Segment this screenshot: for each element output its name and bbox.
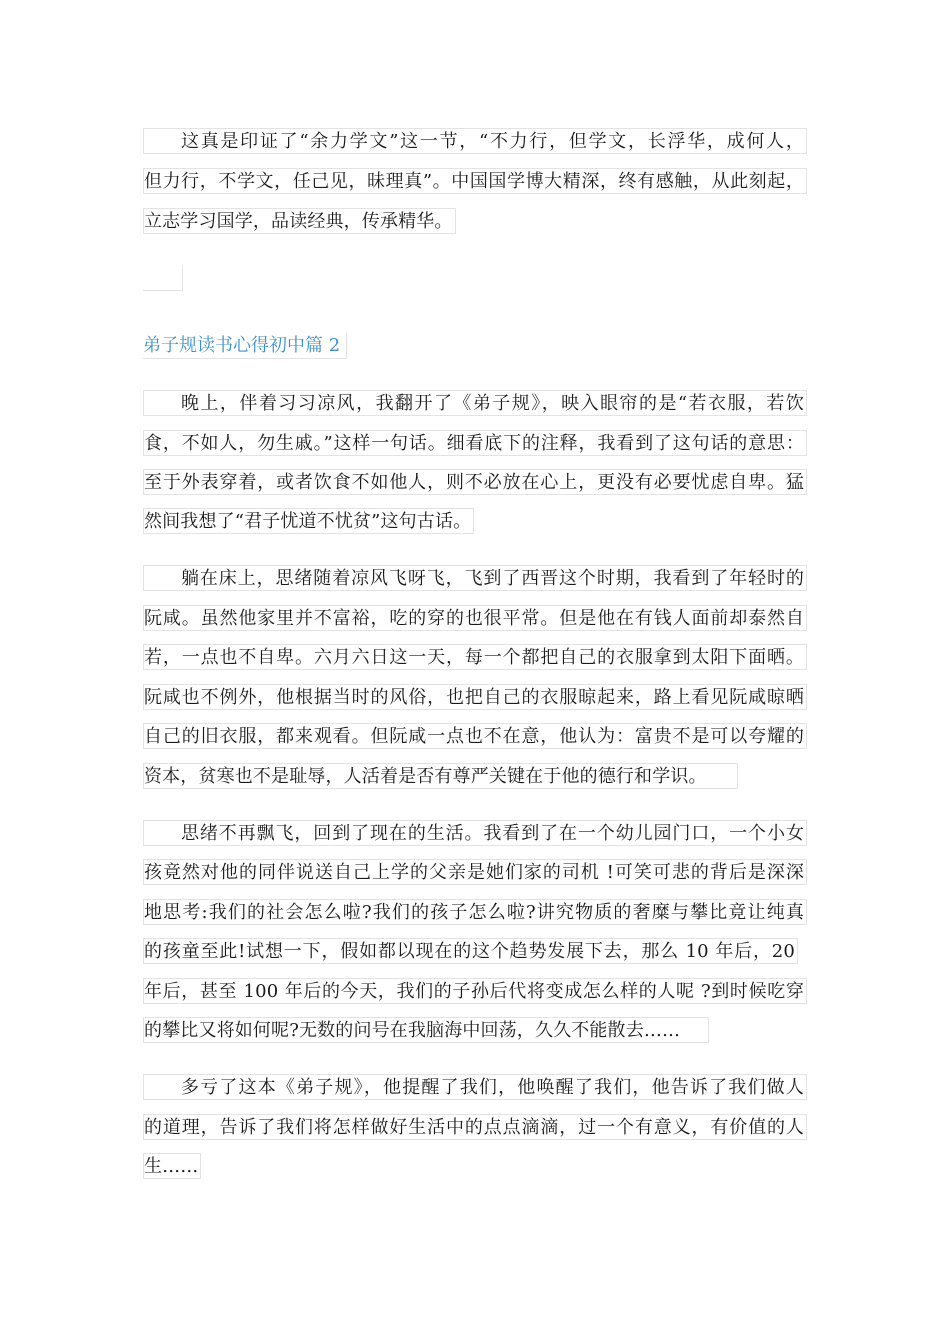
paragraph-line: 自己的旧衣服，都来观看。但阮咸一点也不在意，他认为：富贵不是可以夸耀的 (143, 723, 807, 749)
paragraph-line: 生…… (143, 1153, 201, 1179)
paragraph-line: 阮咸。虽然他家里并不富裕，吃的穿的也很平常。但是他在有钱人面前却泰然自 (143, 605, 807, 631)
paragraph-line: 阮咸也不例外，他根据当时的风俗，也把自己的衣服晾起来，路上看见阮咸晾晒 (143, 684, 807, 710)
paragraph-line: 思绪不再飘飞，回到了现在的生活。我看到了在一个幼儿园门口，一个小女 (143, 820, 807, 846)
paragraph-line: 的孩童至此!试想一下，假如都以现在的这个趋势发展下去，那么 10 年后，20 (143, 938, 798, 964)
paragraph-line: 然间我想了“君子忧道不忧贫”这句古话。 (143, 508, 474, 534)
paragraph-line: 资本，贫寒也不是耻辱，人活着是否有尊严关键在于他的德行和学识。 (143, 763, 738, 789)
paragraph-line: 地思考:我们的社会怎么啦?我们的孩子怎么啦?讲究物质的奢糜与攀比竟让纯真 (143, 899, 807, 925)
section-heading: 弟子规读书心得初中篇 2 (143, 333, 347, 359)
paragraph-line: 孩竟然对他的同伴说送自己上学的父亲是她们家的司机 !可笑可悲的背后是深深 (143, 859, 807, 885)
paragraph-line: 若，一点也不自卑。六月六日这一天，每一个都把自己的衣服拿到太阳下面晒。 (143, 644, 807, 670)
empty-line-box (143, 265, 183, 291)
paragraph-line: 晚上，伴着习习凉风，我翻开了《弟子规》，映入眼帘的是“若衣服，若饮 (143, 390, 807, 416)
paragraph-line: 立志学习国学，品读经典，传承精华。 (143, 208, 456, 234)
paragraph-line: 躺在床上，思绪随着凉风飞呀飞，飞到了西晋这个时期，我看到了年轻时的 (143, 565, 807, 591)
paragraph-line: 这真是印证了“余力学文”这一节，“不力行，但学文，长浮华，成何人， (143, 128, 807, 154)
paragraph-line: 但力行，不学文，任己见，昧理真”。中国国学博大精深，终有感触，从此刻起， (143, 168, 807, 194)
paragraph-line: 年后，甚至 100 年后的今天，我们的子孙后代将变成怎么样的人呢 ?到时候吃穿 (143, 978, 807, 1004)
paragraph-line: 食，不如人，勿生戚。”这样一句话。细看底下的注释，我看到了这句话的意思： (143, 430, 807, 456)
paragraph-line: 的道理，告诉了我们将怎样做好生活中的点点滴滴，过一个有意义，有价值的人 (143, 1114, 807, 1140)
paragraph-line: 多亏了这本《弟子规》，他提醒了我们，他唤醒了我们，他告诉了我们做人 (143, 1074, 807, 1100)
paragraph-line: 的攀比又将如何呢?无数的问号在我脑海中回荡，久久不能散去…… (143, 1017, 709, 1043)
paragraph-line: 至于外表穿着，或者饮食不如他人，则不必放在心上，更没有必要忧虑自卑。猛 (143, 469, 807, 495)
